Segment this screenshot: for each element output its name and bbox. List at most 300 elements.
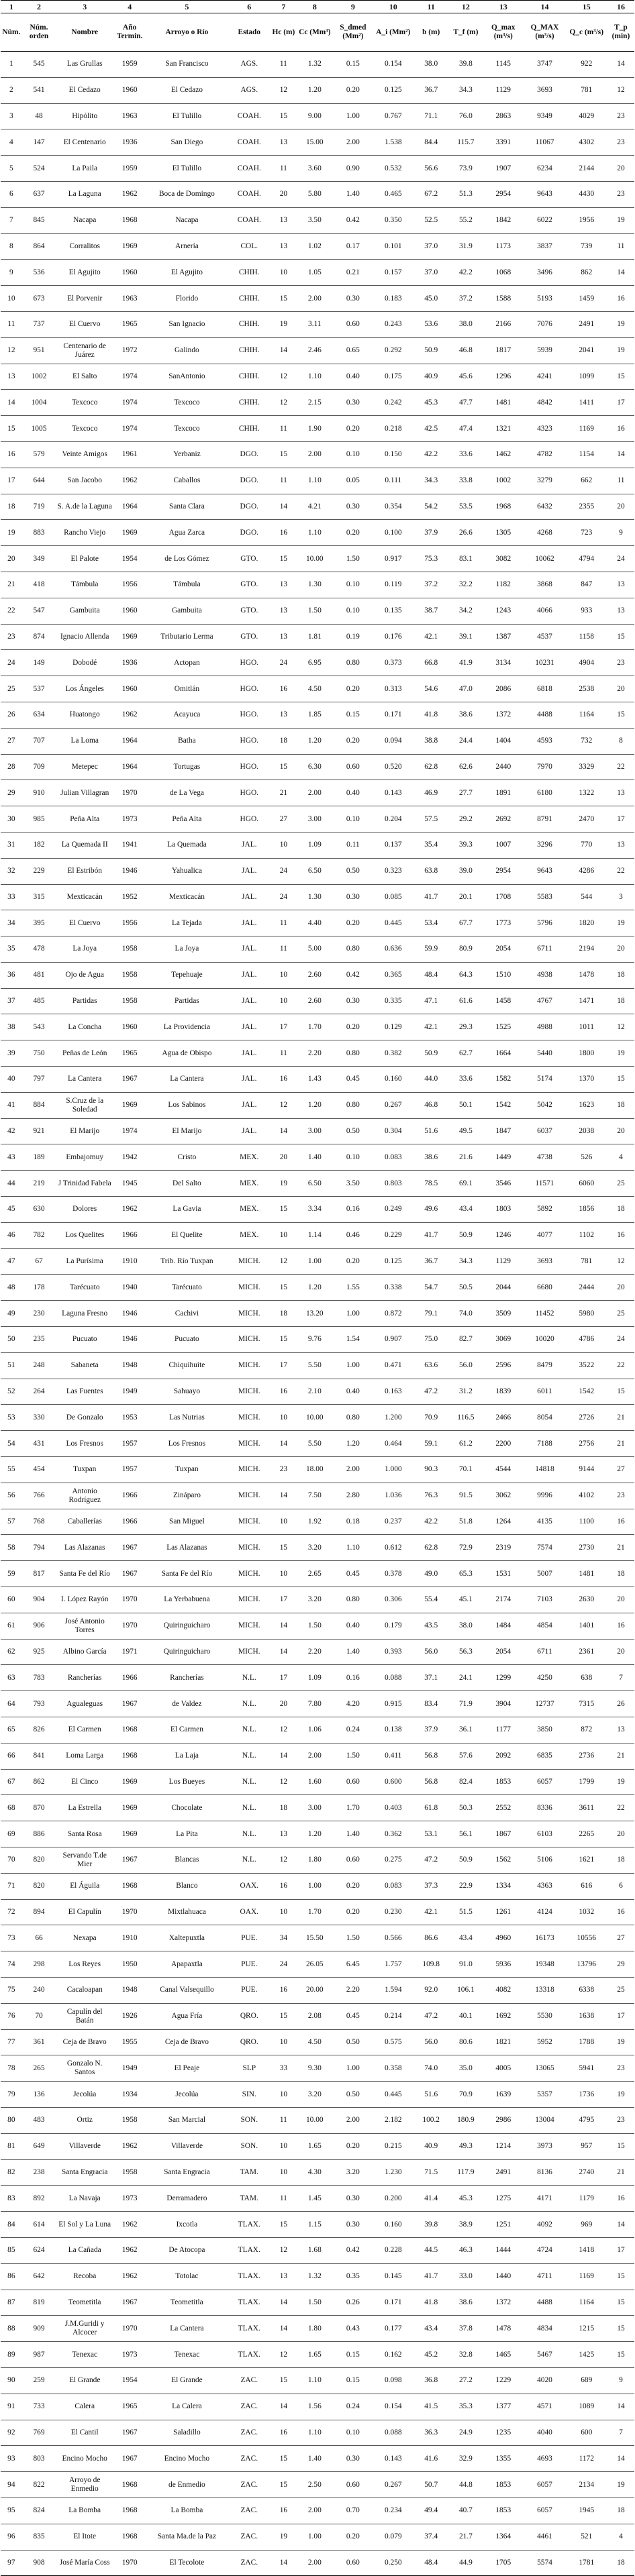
table-cell: 50.7	[413, 2472, 449, 2498]
table-cell: 925	[22, 1639, 56, 1665]
table-cell: 1.40	[333, 181, 373, 207]
table-cell: 66	[1, 1743, 22, 1769]
table-row	[1, 1171, 634, 1197]
table-cell: 11	[271, 936, 297, 963]
table-cell: 1243	[483, 598, 524, 624]
column-number: 11	[413, 1, 449, 13]
table-cell: 50.5	[449, 1275, 483, 1301]
table-cell: 2194	[566, 936, 607, 963]
table-row	[1, 2550, 634, 2576]
table-cell: 2054	[483, 1639, 524, 1665]
table-cell: 21.7	[449, 2524, 483, 2550]
table-cell: 10	[271, 1899, 297, 1925]
table-cell: 38.9	[449, 2212, 483, 2238]
table-cell: Capulín del Batán	[56, 2003, 113, 2029]
table-cell: 22	[607, 858, 634, 884]
table-cell: 53.1	[413, 1821, 449, 1847]
table-cell: 1967	[113, 1561, 146, 1587]
table-cell: 884	[22, 1092, 56, 1118]
table-row	[1, 260, 634, 286]
table-cell: 14	[271, 2316, 297, 2342]
table-cell: 4302	[566, 129, 607, 156]
table-cell: Santa Clara	[146, 494, 228, 520]
table-cell: 34.2	[449, 598, 483, 624]
table-cell: JAL.	[228, 1040, 271, 1067]
table-cell: 36.1	[449, 1717, 483, 1743]
table-cell: 20	[271, 1691, 297, 1717]
table-cell: El Quelite	[146, 1222, 228, 1248]
table-cell: MEX.	[228, 1197, 271, 1223]
table-cell: 29	[1, 780, 22, 806]
table-cell: MICH.	[228, 1431, 271, 1457]
table-cell: 1962	[113, 2237, 146, 2263]
table-row	[1, 1665, 634, 1691]
table-cell: 78	[1, 2055, 22, 2082]
table-cell: 0.26	[333, 2290, 373, 2316]
table-cell: 0.40	[333, 364, 373, 390]
table-cell: 910	[22, 780, 56, 806]
table-cell: 116.5	[449, 1405, 483, 1431]
table-cell: 1967	[113, 2420, 146, 2446]
table-cell: SIN.	[228, 2082, 271, 2108]
table-row	[1, 77, 634, 103]
table-cell: 4786	[566, 1327, 607, 1353]
table-cell: 0.125	[373, 1248, 413, 1275]
table-cell: Arnería	[146, 233, 228, 260]
table-cell: 38.0	[449, 1613, 483, 1639]
table-cell: 637	[22, 181, 56, 207]
table-row	[1, 1561, 634, 1587]
table-cell: 0.42	[333, 207, 373, 233]
table-cell: 1.92	[297, 1509, 333, 1535]
table-cell: TLAX.	[228, 2263, 271, 2290]
table-cell: 1.60	[297, 1769, 333, 1795]
table-cell: 14	[271, 1118, 297, 1144]
table-cell: 51.6	[413, 1118, 449, 1144]
table-cell: 45.0	[413, 286, 449, 312]
table-cell: 33.0	[449, 2263, 483, 2290]
table-cell: 1.20	[297, 1821, 333, 1847]
table-cell: 1.50	[297, 1613, 333, 1639]
table-cell: 0.20	[333, 2133, 373, 2159]
table-cell: 67.2	[413, 181, 449, 207]
table-cell: Mixtlahuaca	[146, 1899, 228, 1925]
table-cell: Los Bueyes	[146, 1769, 228, 1795]
table-cell: 16	[271, 1977, 297, 2003]
column-header-row	[1, 13, 634, 52]
table-cell: 55.2	[449, 207, 483, 233]
table-cell: Boca de Domingo	[146, 181, 228, 207]
table-cell: N.L.	[228, 1821, 271, 1847]
table-cell: 803	[22, 2446, 56, 2472]
table-cell: 1458	[483, 988, 524, 1014]
table-cell: 20	[1, 546, 22, 572]
table-row	[1, 2055, 634, 2082]
table-row	[1, 1847, 634, 1873]
table-cell: 91.5	[449, 1483, 483, 1509]
table-cell: 1966	[113, 1509, 146, 1535]
table-cell: 2166	[483, 311, 524, 337]
table-cell: 1215	[566, 2316, 607, 2342]
table-cell: 17	[271, 1587, 297, 1613]
table-cell: 9643	[524, 858, 565, 884]
table-cell: 1089	[566, 2394, 607, 2420]
table-cell: 2.46	[297, 337, 333, 364]
table-cell: 638	[566, 1665, 607, 1691]
table-cell: 847	[566, 572, 607, 598]
table-cell: 2740	[566, 2159, 607, 2186]
table-cell: 630	[22, 1197, 56, 1223]
table-cell: 1960	[113, 598, 146, 624]
table-cell: 10062	[524, 546, 565, 572]
table-cell: MICH.	[228, 1509, 271, 1535]
table-row	[1, 1118, 634, 1144]
table-cell: 1582	[483, 1067, 524, 1093]
table-cell: 0.249	[373, 1197, 413, 1223]
table-cell: 6.50	[297, 858, 333, 884]
table-cell: 0.179	[373, 1613, 413, 1639]
table-cell: El Agujito	[56, 260, 113, 286]
table-cell: El Grande	[146, 2367, 228, 2394]
table-row	[1, 936, 634, 963]
table-cell: 1.000	[373, 1457, 413, 1483]
table-row	[1, 1014, 634, 1040]
table-cell: 1.68	[297, 2237, 333, 2263]
table-cell: 54	[1, 1431, 22, 1457]
table-cell: 0.10	[333, 572, 373, 598]
table-cell: 1440	[483, 2263, 524, 2290]
table-cell: 3.20	[297, 1535, 333, 1561]
table-cell: Peña Alta	[146, 806, 228, 833]
table-cell: 737	[22, 311, 56, 337]
table-cell: Zináparo	[146, 1483, 228, 1509]
table-cell: 1960	[113, 77, 146, 103]
table-cell: 0.464	[373, 1431, 413, 1457]
table-cell: 0.313	[373, 676, 413, 702]
table-row	[1, 1951, 634, 1978]
table-cell: 50.1	[449, 1092, 483, 1118]
table-cell: 4171	[524, 2186, 565, 2212]
table-cell: 1.00	[333, 1301, 373, 1327]
table-cell: 536	[22, 260, 56, 286]
table-cell: COL.	[228, 233, 271, 260]
table-cell: 73	[1, 1925, 22, 1951]
table-cell: Las Grullas	[56, 52, 113, 78]
table-cell: 11	[271, 468, 297, 494]
table-cell: 27	[607, 1457, 634, 1483]
table-cell: Nacapa	[56, 207, 113, 233]
table-cell: 2444	[566, 1275, 607, 1301]
table-cell: 0.10	[333, 441, 373, 468]
table-cell: CHIH.	[228, 390, 271, 416]
table-cell: 1.00	[333, 103, 373, 129]
table-cell: 2086	[483, 676, 524, 702]
table-row	[1, 1691, 634, 1717]
table-cell: 8479	[524, 1352, 565, 1379]
table-cell: HGO.	[228, 650, 271, 676]
table-cell: 22	[607, 754, 634, 780]
table-cell: PUE.	[228, 1977, 271, 2003]
table-cell: GTO.	[228, 546, 271, 572]
table-cell: 24	[607, 546, 634, 572]
table-cell: JAL.	[228, 884, 271, 910]
table-cell: 1800	[566, 1040, 607, 1067]
table-cell: 15	[1, 416, 22, 442]
table-cell: 0.362	[373, 1821, 413, 1847]
table-cell: 9.76	[297, 1327, 333, 1353]
table-cell: Yerbaniz	[146, 441, 228, 468]
table-cell: Las Alazanas	[146, 1535, 228, 1561]
table-cell: 0.135	[373, 598, 413, 624]
table-cell: 644	[22, 468, 56, 494]
table-cell: 13004	[524, 2107, 565, 2133]
table-cell: 39.3	[449, 832, 483, 858]
table-cell: 1821	[483, 2029, 524, 2055]
table-cell: 1.50	[297, 2290, 333, 2316]
table-cell: 57.6	[449, 1743, 483, 1769]
table-cell: MEX.	[228, 1171, 271, 1197]
table-cell: 87	[1, 2290, 22, 2316]
table-cell: 16	[271, 1379, 297, 1405]
table-row	[1, 286, 634, 312]
table-cell: 1960	[113, 1014, 146, 1040]
table-cell: 1963	[113, 286, 146, 312]
table-cell: 24.1	[449, 1665, 483, 1691]
table-cell: 10	[271, 1222, 297, 1248]
table-cell: Pucuato	[56, 1327, 113, 1353]
table-cell: 1465	[483, 2342, 524, 2368]
table-cell: 2041	[566, 337, 607, 364]
table-cell: 78.5	[413, 1171, 449, 1197]
table-cell: 1853	[483, 1769, 524, 1795]
table-cell: 106.1	[449, 1977, 483, 2003]
table-cell: 15	[271, 546, 297, 572]
table-cell: 4537	[524, 624, 565, 650]
table-row	[1, 988, 634, 1014]
table-cell: 18.00	[297, 1457, 333, 1483]
table-cell: 84.4	[413, 129, 449, 156]
table-cell: MICH.	[228, 1352, 271, 1379]
table-cell: 15	[271, 1327, 297, 1353]
table-cell: Agualeguas	[56, 1691, 113, 1717]
table-cell: 25	[607, 1301, 634, 1327]
table-cell: 2265	[566, 1821, 607, 1847]
table-cell: 0.90	[333, 156, 373, 182]
table-cell: 0.088	[373, 1665, 413, 1691]
table-cell: DGO.	[228, 520, 271, 546]
table-cell: La Bomba	[146, 2498, 228, 2524]
table-cell: 1.40	[333, 1639, 373, 1665]
table-cell: 1891	[483, 780, 524, 806]
table-row	[1, 416, 634, 442]
table-cell: 50.9	[413, 337, 449, 364]
table-cell: 1965	[113, 2394, 146, 2420]
table-cell: de La Vega	[146, 780, 228, 806]
table-cell: 7188	[524, 1431, 565, 1457]
table-cell: 0.30	[333, 2212, 373, 2238]
table-cell: 31.2	[449, 1379, 483, 1405]
table-cell: 80	[1, 2107, 22, 2133]
table-cell: 46.8	[413, 1092, 449, 1118]
table-cell: 16	[607, 1613, 634, 1639]
table-cell: 10	[271, 988, 297, 1014]
table-cell: 3329	[566, 754, 607, 780]
table-cell: 2756	[566, 1431, 607, 1457]
table-cell: 70	[1, 1847, 22, 1873]
table-cell: 61.6	[449, 988, 483, 1014]
table-cell: 41.6	[413, 2446, 449, 2472]
table-cell: 12	[271, 364, 297, 390]
table-cell: 64	[1, 1691, 22, 1717]
table-cell: El Salto	[56, 364, 113, 390]
table-cell: 65	[1, 1717, 22, 1743]
table-cell: 1945	[566, 2498, 607, 2524]
table-row	[1, 1639, 634, 1665]
table-cell: 0.267	[373, 1092, 413, 1118]
table-cell: 11	[607, 233, 634, 260]
table-cell: MICH.	[228, 1535, 271, 1561]
table-cell: 4767	[524, 988, 565, 1014]
table-cell: Blanco	[146, 1873, 228, 1899]
table-cell: 0.15	[333, 52, 373, 78]
table-cell: SLP	[228, 2055, 271, 2082]
table-cell: Villaverde	[56, 2133, 113, 2159]
table-cell: 0.24	[333, 1717, 373, 1743]
table-cell: 44	[1, 1171, 22, 1197]
table-cell: 3837	[524, 233, 565, 260]
table-cell: 4286	[566, 858, 607, 884]
table-cell: 0.20	[333, 77, 373, 103]
table-cell: 93	[1, 2446, 22, 2472]
table-cell: 62.8	[413, 754, 449, 780]
table-cell: 65.3	[449, 1561, 483, 1587]
table-cell: El Capulín	[56, 1899, 113, 1925]
table-cell: 1971	[113, 1639, 146, 1665]
table-cell: 10	[271, 2133, 297, 2159]
table-cell: 1936	[113, 129, 146, 156]
table-cell: 1963	[113, 103, 146, 129]
table-cell: 21	[607, 1535, 634, 1561]
table-cell: 485	[22, 988, 56, 1014]
table-cell: 1964	[113, 494, 146, 520]
table-cell: Teometitla	[146, 2290, 228, 2316]
table-cell: 57.5	[413, 806, 449, 833]
table-cell: 19	[607, 2082, 634, 2108]
table-cell: 136	[22, 2082, 56, 2108]
table-cell: 14	[271, 1483, 297, 1509]
table-cell: 9	[607, 520, 634, 546]
table-cell: 0.243	[373, 311, 413, 337]
table-cell: Los Quelites	[56, 1222, 113, 1248]
table-cell: 7.80	[297, 1691, 333, 1717]
table-cell: 19	[607, 311, 634, 337]
table-cell: 1.65	[297, 2342, 333, 2368]
table-cell: 1.20	[297, 1092, 333, 1118]
table-cell: 18	[607, 1197, 634, 1223]
table-cell: COAH.	[228, 181, 271, 207]
table-cell: 9	[1, 260, 22, 286]
table-cell: 1.14	[297, 1222, 333, 1248]
table-row	[1, 1795, 634, 1821]
table-cell: SanAntonio	[146, 364, 228, 390]
table-cell: 42.2	[413, 441, 449, 468]
header-hc: Hc (m)	[271, 13, 297, 52]
table-cell: 2630	[566, 1587, 607, 1613]
header-tp: T_p (min)	[607, 13, 634, 52]
table-cell: 0.403	[373, 1795, 413, 1821]
table-row	[1, 2342, 634, 2368]
table-cell: 1004	[22, 390, 56, 416]
table-row	[1, 494, 634, 520]
table-cell: 0.215	[373, 2133, 413, 2159]
table-cell: 1942	[113, 1144, 146, 1171]
table-cell: 18	[1, 494, 22, 520]
table-cell: 5980	[566, 1301, 607, 1327]
table-cell: 6711	[524, 936, 565, 963]
table-cell: 13	[271, 1821, 297, 1847]
table-cell: N.L.	[228, 1743, 271, 1769]
table-cell: Santa Fe del Río	[146, 1561, 228, 1587]
table-cell: MICH.	[228, 1639, 271, 1665]
table-row	[1, 1275, 634, 1301]
table-cell: 12	[271, 390, 297, 416]
table-cell: 10231	[524, 650, 565, 676]
table-cell: 709	[22, 754, 56, 780]
table-cell: 2.50	[297, 2472, 333, 2498]
table-cell: Mexticacán	[56, 884, 113, 910]
table-cell: La Cañada	[56, 2237, 113, 2263]
table-cell: 0.150	[373, 441, 413, 468]
table-cell: 0.30	[333, 390, 373, 416]
table-cell: 0.323	[373, 858, 413, 884]
table-cell: 1974	[113, 416, 146, 442]
table-cell: 0.171	[373, 702, 413, 728]
table-cell: 27	[607, 1925, 634, 1951]
table-cell: 3279	[524, 468, 565, 494]
table-cell: 3522	[566, 1352, 607, 1379]
table-cell: 19	[607, 337, 634, 364]
table-cell: 40.9	[413, 364, 449, 390]
table-cell: TLAX.	[228, 2237, 271, 2263]
table-cell: CHIH.	[228, 311, 271, 337]
table-cell: 50.9	[449, 1222, 483, 1248]
table-row	[1, 2420, 634, 2446]
table-cell: COAH.	[228, 156, 271, 182]
table-cell: 0.214	[373, 2003, 413, 2029]
table-row	[1, 1821, 634, 1847]
table-cell: 3611	[566, 1795, 607, 1821]
table-cell: 230	[22, 1301, 56, 1327]
table-row	[1, 2290, 634, 2316]
table-cell: 74	[1, 1951, 22, 1978]
table-cell: 1173	[483, 233, 524, 260]
table-cell: 43.4	[449, 1925, 483, 1951]
table-cell: 43.4	[413, 2316, 449, 2342]
table-cell: S. A.de la Laguna	[56, 494, 113, 520]
table-cell: 886	[22, 1821, 56, 1847]
table-cell: 14	[1, 390, 22, 416]
table-cell: Albino García	[56, 1639, 113, 1665]
table-cell: La Joya	[146, 936, 228, 963]
table-cell: 1	[1, 52, 22, 78]
table-cell: Peñas de León	[56, 1040, 113, 1067]
table-cell: ZAC.	[228, 2550, 271, 2576]
table-row	[1, 546, 634, 572]
table-cell: 0.354	[373, 494, 413, 520]
table-cell: 2054	[483, 936, 524, 963]
table-cell: CHIH.	[228, 286, 271, 312]
table-cell: 3904	[483, 1691, 524, 1717]
